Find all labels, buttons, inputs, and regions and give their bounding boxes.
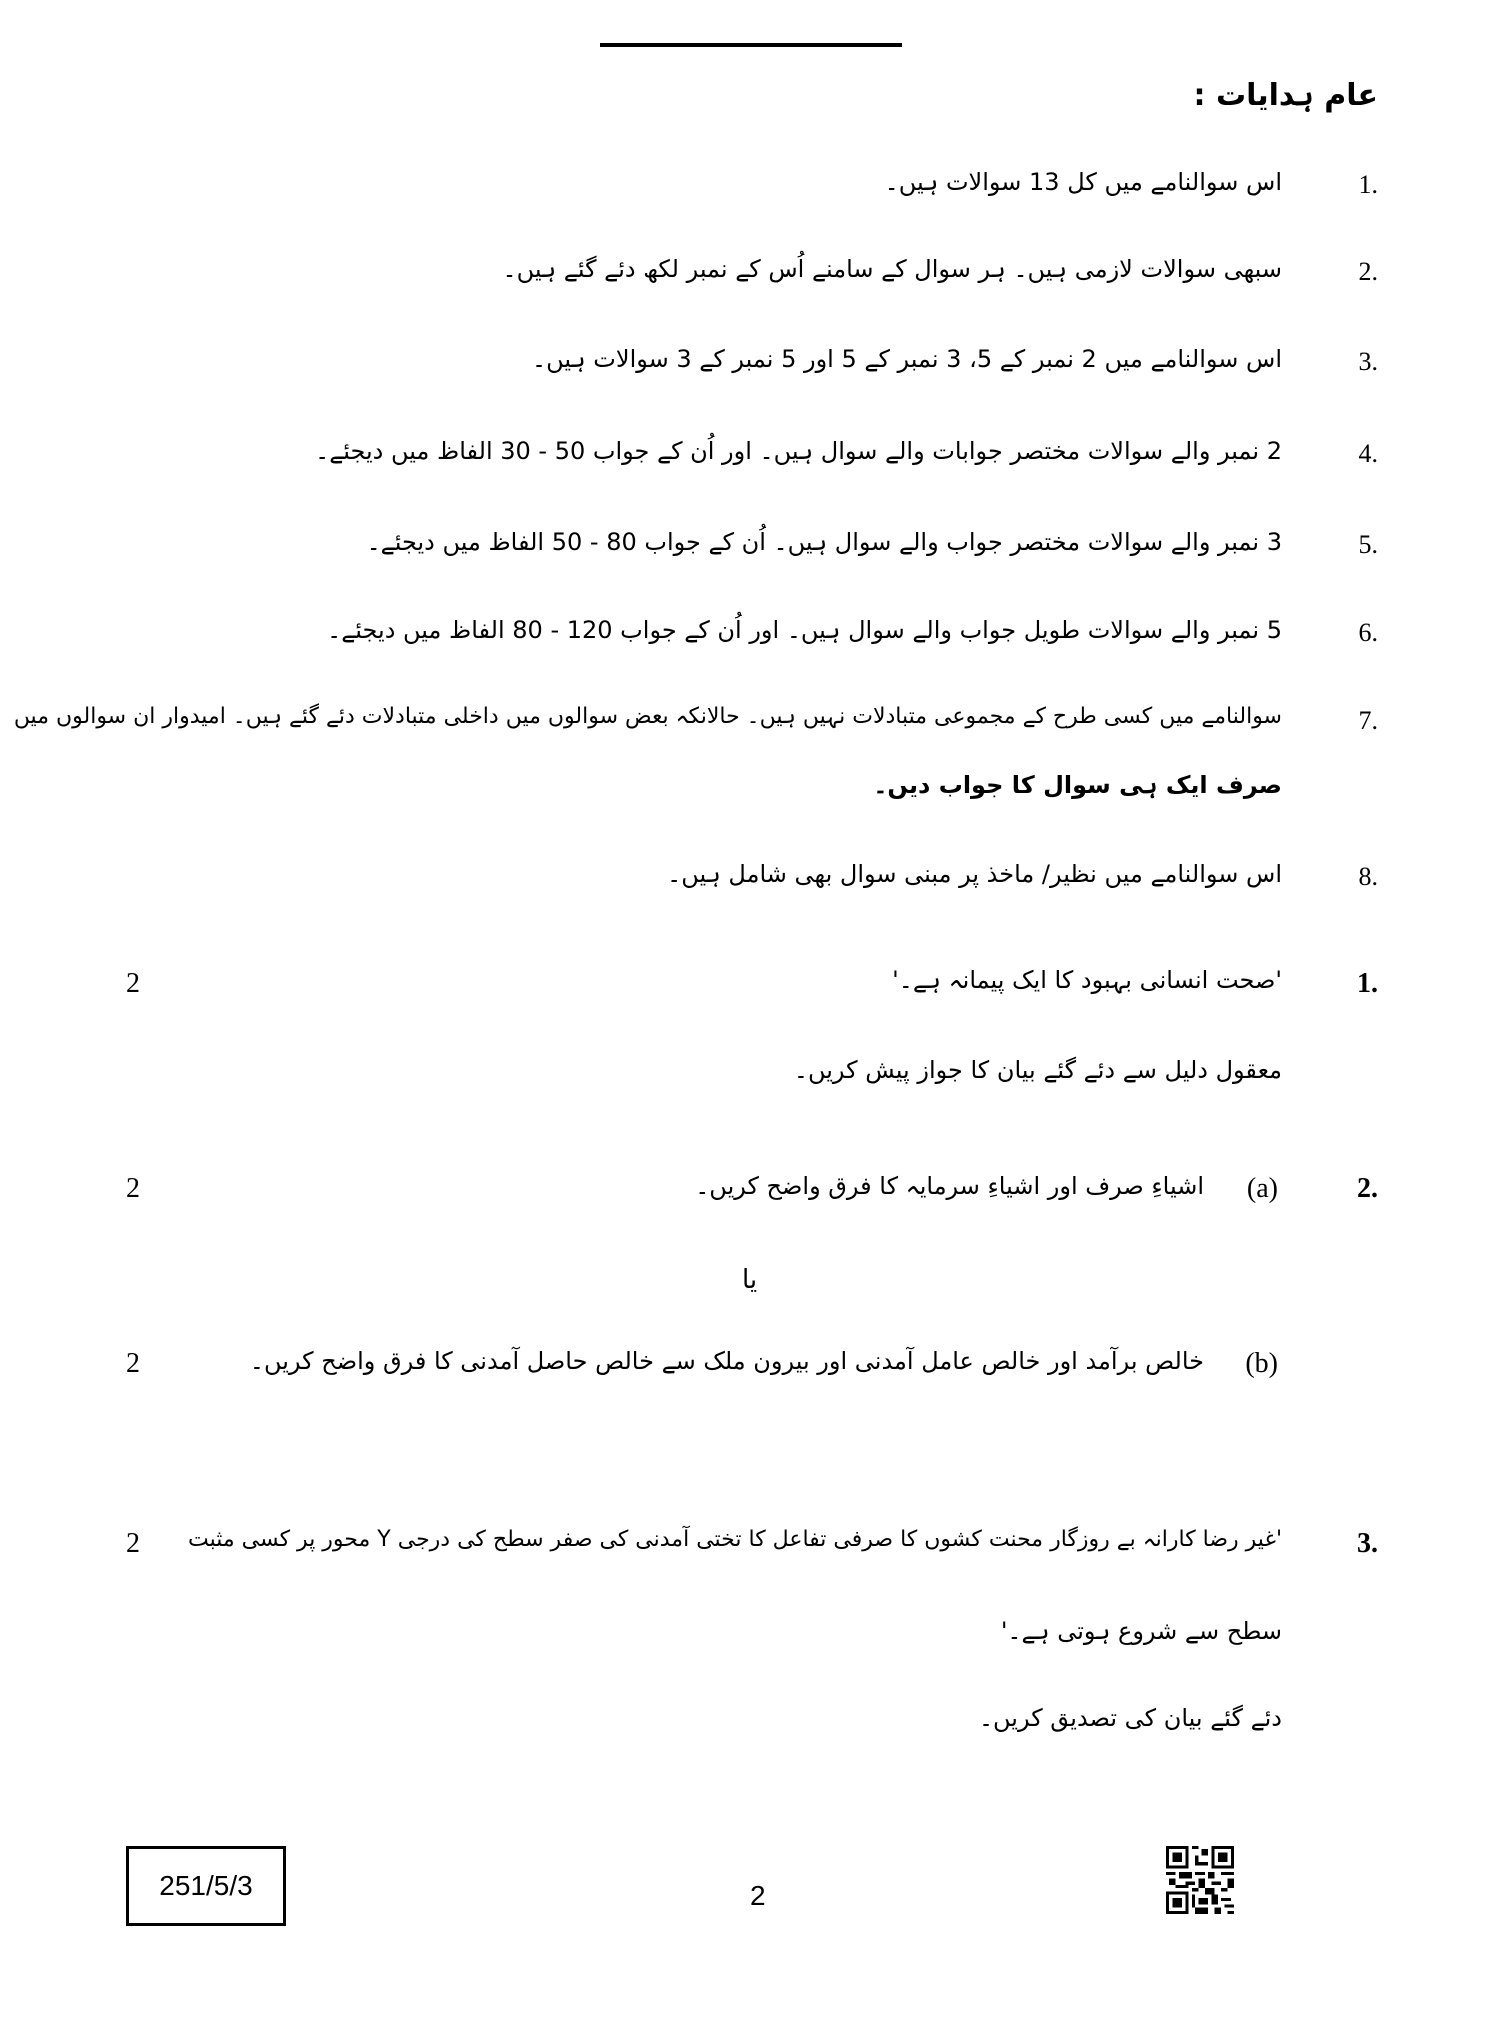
instruction-number: 7. xyxy=(1358,706,1378,735)
paper-code-box xyxy=(126,1846,286,1926)
question-number: 1. xyxy=(1357,968,1378,999)
sub-question-label: (b) xyxy=(1245,1348,1278,1379)
general-instructions-heading: عام ہدایات : xyxy=(1193,78,1378,113)
instruction-text: اس سوالنامے میں نظیر/ ماخذ پر مبنی سوال بھی شامل ہیں۔ xyxy=(667,860,1282,888)
instruction-number: 8. xyxy=(1358,862,1378,891)
question-number: 2. xyxy=(1357,1173,1378,1204)
instruction-number: 1. xyxy=(1358,170,1378,199)
instruction-text-continued: صرف ایک ہی سوال کا جواب دیں۔ xyxy=(873,771,1282,799)
question-marks: 2 xyxy=(126,968,140,999)
sub-question-label: (a) xyxy=(1246,1173,1278,1204)
instruction-number: 3. xyxy=(1358,347,1378,376)
instruction-text: سوالنامے میں کسی طرح کے مجموعی متبادلات نہیں ہیں۔ حالانکہ بعض سوالوں میں داخلی متبادلات دئے گئے ہیں۔ امیدوار ان سوالوں میں xyxy=(13,704,1282,729)
instruction-text: سبھی سوالات لازمی ہیں۔ ہر سوال کے سامنے اُس کے نمبر لکھ دئے گئے ہیں۔ xyxy=(502,255,1282,283)
question-number: 3. xyxy=(1357,1528,1378,1559)
instruction-text: اس سوالنامے میں 2 نمبر کے 5، 3 نمبر کے 5 اور 5 نمبر کے 3 سوالات ہیں۔ xyxy=(532,345,1282,373)
instruction-text: 2 نمبر والے سوالات مختصر جوابات والے سوال ہیں۔ اور اُن کے جواب 50 - 30 الفاظ میں دیجئے۔ xyxy=(315,437,1282,465)
instruction-text: 3 نمبر والے سوالات مختصر جواب والے سوال ہیں۔ اُن کے جواب 80 - 50 الفاظ میں دیجئے۔ xyxy=(366,528,1282,556)
question-text: سطح سے شروع ہوتی ہے۔' xyxy=(1000,1617,1282,1645)
question-text: 'غیر رضا کارانہ بے روزگار محنت کشوں کا صرفی تفاعل کا تختی آمدنی کی صفر سطح کی درجی Y محور پر کسی مثبت xyxy=(187,1527,1282,1552)
instruction-number: 4. xyxy=(1358,439,1378,468)
paper-code: 251/5/3 xyxy=(159,1870,253,1901)
question-text: اشیاءِ صرف اور اشیاءِ سرمایہ کا فرق واضح کریں۔ xyxy=(695,1172,1204,1200)
qr-code-icon xyxy=(1166,1846,1234,1914)
instruction-text: 5 نمبر والے سوالات طویل جواب والے سوال ہیں۔ اور اُن کے جواب 120 - 80 الفاظ میں دیجئے۔ xyxy=(327,616,1282,644)
instruction-number: 5. xyxy=(1358,530,1378,559)
top-rule xyxy=(600,43,902,47)
question-marks: 2 xyxy=(126,1528,140,1559)
instruction-number: 2. xyxy=(1358,257,1378,286)
question-marks: 2 xyxy=(126,1348,140,1379)
instruction-number: 6. xyxy=(1358,618,1378,647)
question-text: معقول دلیل سے دئے گئے بیان کا جواز پیش کریں۔ xyxy=(793,1056,1282,1084)
instruction-text: اس سوالنامے میں کل 13 سوالات ہیں۔ xyxy=(884,168,1282,196)
question-marks: 2 xyxy=(126,1173,140,1204)
question-text: دئے گئے بیان کی تصدیق کریں۔ xyxy=(978,1704,1282,1732)
page-number: 2 xyxy=(750,1880,766,1911)
question-text: خالص برآمد اور خالص عامل آمدنی اور بیرون ملک سے خالص حاصل آمدنی کا فرق واضح کریں۔ xyxy=(249,1347,1204,1375)
question-text: 'صحت انسانی بہبود کا ایک پیمانہ ہے۔' xyxy=(892,966,1282,994)
or-separator: یا xyxy=(742,1265,758,1295)
